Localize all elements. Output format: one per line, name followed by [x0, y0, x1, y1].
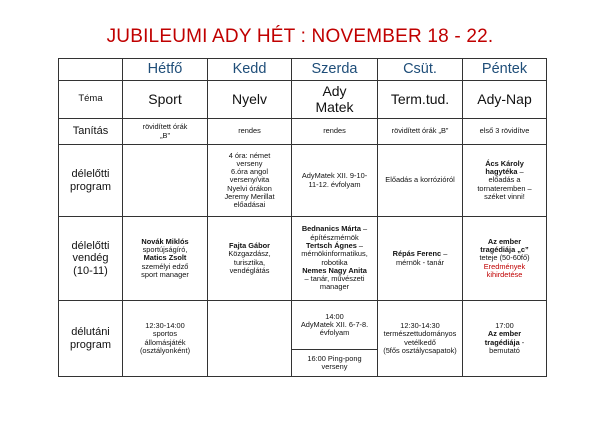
- row-label-delelotti-vendeg: délelőtti vendég (10-11): [59, 217, 123, 301]
- tanitas-csut: rövidített órák „B”: [378, 119, 463, 145]
- tema-csut: Term.tud.: [378, 81, 463, 119]
- day-header-szerda: Szerda: [292, 59, 378, 81]
- guest-matics: Matics Zsolt: [143, 253, 187, 263]
- guest-novak: Novák Miklós: [141, 236, 189, 246]
- row-label-delelotti-program: délelőtti program: [59, 145, 123, 217]
- tema-kedd: Nyelv: [208, 81, 292, 119]
- delelotti-program-pentek: [463, 145, 547, 217]
- day-header-hetfo: Hétfő: [123, 59, 208, 81]
- guest-matics-role: személyi edző sport manager: [141, 261, 189, 279]
- delutani-kedd: [208, 301, 292, 377]
- pentek-results-announcement: Eredmények kihirdetése: [483, 261, 526, 279]
- delutani-csut: 12:30-14:30 természettudományos vetélkedő (5fős osztálycsapatok): [378, 301, 463, 377]
- delelotti-program-csut: Előadás a korrózióról: [378, 145, 463, 217]
- schedule-table: [58, 58, 547, 377]
- guest-tertsch: Tertsch Ágnes: [306, 240, 357, 250]
- pentek-program-name: Ács Károly hagytéka: [485, 158, 524, 177]
- guest-novak-role: sportújságíró,: [142, 245, 188, 255]
- delelotti-program-row: [59, 145, 547, 217]
- tanitas-szerda: rendes: [292, 119, 378, 145]
- row-label-tema: Téma: [59, 81, 123, 119]
- pentek-tragedia-text: - bemutató: [489, 337, 525, 355]
- header-row: [59, 59, 547, 81]
- delelotti-program-hetfo: [123, 145, 208, 217]
- tanitas-hetfo: rövidített órák „B”: [123, 119, 208, 145]
- pentek-tragedia-c: Az ember tragédiája „c”: [480, 236, 529, 255]
- delelotti-program-kedd: 4 óra: német verseny 6.óra angol verseny/vita Nyelvi órákon Jeremy Merillat előadásai: [208, 145, 292, 217]
- guest-bednanics: Bednanics Márta: [301, 224, 361, 234]
- tema-row: [59, 81, 547, 119]
- delutani-szerda-2: 16:00 Ping-pong verseny: [292, 350, 378, 377]
- tanitas-kedd: rendes: [208, 119, 292, 145]
- delutani-hetfo: 12:30-14:00 sportos állomásjáték (osztályonként): [123, 301, 208, 377]
- delelotti-program-szerda: AdyMatek XII. 9-10- 11-12. évfolyam: [292, 145, 378, 217]
- vendeg-pentek: [463, 217, 547, 301]
- row-label-tanitas: Tanítás: [59, 119, 123, 145]
- vendeg-kedd: [208, 217, 292, 301]
- pentek-tragedia-c-text: teteje (50-60fő): [479, 253, 530, 263]
- delutani-pentek: [463, 301, 547, 377]
- vendeg-hetfo: [123, 217, 208, 301]
- guest-repas: Répás Ferenc: [392, 249, 442, 259]
- delutani-szerda-1: 14:00 AdyMatek XII. 6-7-8. évfolyam: [292, 301, 378, 350]
- tanitas-row: [59, 119, 547, 145]
- day-header-csut: Csüt.: [378, 59, 463, 81]
- tema-pentek: Ady-Nap: [463, 81, 547, 119]
- day-header-pentek: Péntek: [463, 59, 547, 81]
- tanitas-pentek: első 3 rövidítve: [463, 119, 547, 145]
- guest-repas-role: – mérnök - tanár: [395, 249, 448, 267]
- delelotti-vendeg-row: [59, 217, 547, 301]
- guest-nemes-nagy: Nemes Nagy Anita: [302, 265, 367, 275]
- guest-fajta: Fajta Gábor: [228, 240, 271, 250]
- tema-hetfo: Sport: [123, 81, 208, 119]
- row-label-delutani-program: délutáni program: [59, 301, 123, 377]
- corner-cell: [59, 59, 123, 81]
- guest-tertsch-role: – mérnökinformatikus, robotika: [301, 240, 368, 267]
- page-title: JUBILEUMI ADY HÉT : NOVEMBER 18 - 22.: [106, 26, 494, 47]
- guest-bednanics-role: – építészmérnök: [310, 224, 368, 242]
- pentek-program-text: – előadás a tornateremben – széket vinni!: [477, 167, 532, 201]
- pentek-tragedia: Az ember tragédiája: [484, 329, 522, 347]
- vendeg-szerda: [292, 217, 378, 301]
- tema-szerda: Ady Matek: [292, 81, 378, 119]
- day-header-kedd: Kedd: [208, 59, 292, 81]
- vendeg-csut: [378, 217, 463, 301]
- guest-fajta-role: Közgazdász, turisztika, vendéglátás: [228, 249, 271, 275]
- guest-nemes-nagy-role: – tanár, művészeti manager: [304, 274, 365, 292]
- delutani-program-row-1: [59, 301, 547, 350]
- pentek-time: 17:00: [495, 320, 514, 330]
